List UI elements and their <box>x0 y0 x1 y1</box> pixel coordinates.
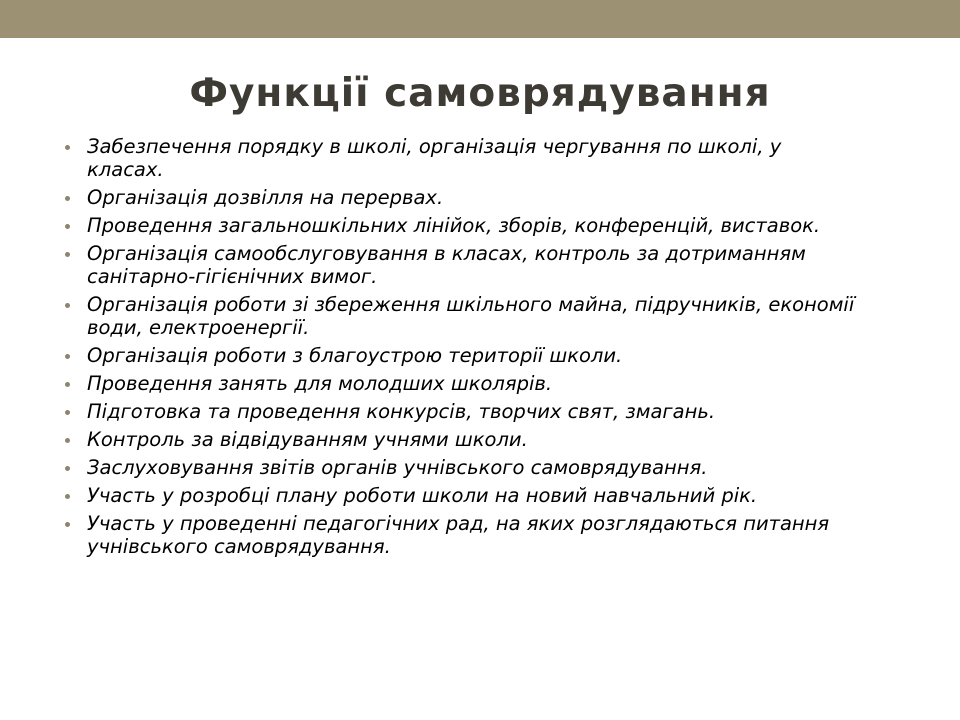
list-item-text: Забезпечення порядку в школі, організація чергування по школі, у класах. <box>87 135 788 181</box>
list-item-text: Організація самообслуговування в класах, контроль за дотриманням санітарно-гігієнічних вимог. <box>87 242 813 288</box>
list-item-text: Підготовка та проведення конкурсів, творчих свят, змагань. <box>87 400 716 423</box>
bullet-dot-icon <box>65 438 70 443</box>
bullet-dot-icon <box>65 466 70 471</box>
list-item-text: Організація роботи з благоустрою території школи. <box>87 344 623 367</box>
bullet-dot-icon <box>65 196 70 201</box>
bullet-dot-icon <box>65 354 70 359</box>
list-item <box>60 456 860 479</box>
bullet-dot-icon <box>65 522 70 527</box>
list-item-text: Контроль за відвідуванням учнями школи. <box>87 428 528 451</box>
list-item <box>60 135 860 181</box>
list-item <box>60 186 860 209</box>
list-item <box>60 372 860 395</box>
list-item <box>60 400 860 423</box>
list-item-text: Проведення занять для молодших школярів. <box>87 372 553 395</box>
list-item <box>60 428 860 451</box>
list-item-text: Проведення загальношкільних лінійок, зборів, конференцій, виставок. <box>87 214 821 237</box>
list-item-text: Участь у проведенні педагогічних рад, на яких розглядаються питання учнівського самоврядування. <box>87 512 848 558</box>
bullet-dot-icon <box>65 303 70 308</box>
list-item <box>60 344 860 367</box>
bullet-dot-icon <box>65 252 70 257</box>
bullet-list <box>60 135 860 563</box>
list-item-text: Заслуховування звітів органів учнівського самоврядування. <box>87 456 708 479</box>
bullet-dot-icon <box>65 145 70 150</box>
bullet-dot-icon <box>65 224 70 229</box>
bullet-dot-icon <box>65 410 70 415</box>
list-item <box>60 484 860 507</box>
top-decorative-band <box>0 0 960 38</box>
list-item <box>60 242 860 288</box>
list-item-text: Організація дозвілля на перервах. <box>87 186 444 209</box>
list-item <box>60 214 860 237</box>
list-item <box>60 512 860 558</box>
list-item-text: Організація роботи зі збереження шкільного майна, підручників, економії води, електроенергії. <box>87 293 861 339</box>
bullet-dot-icon <box>65 382 70 387</box>
slide-title: Функції самоврядування <box>189 71 771 116</box>
bullet-dot-icon <box>65 494 70 499</box>
list-item-text: Участь у розробці плану роботи школи на новий навчальний рік. <box>87 484 758 507</box>
list-item <box>60 293 860 339</box>
